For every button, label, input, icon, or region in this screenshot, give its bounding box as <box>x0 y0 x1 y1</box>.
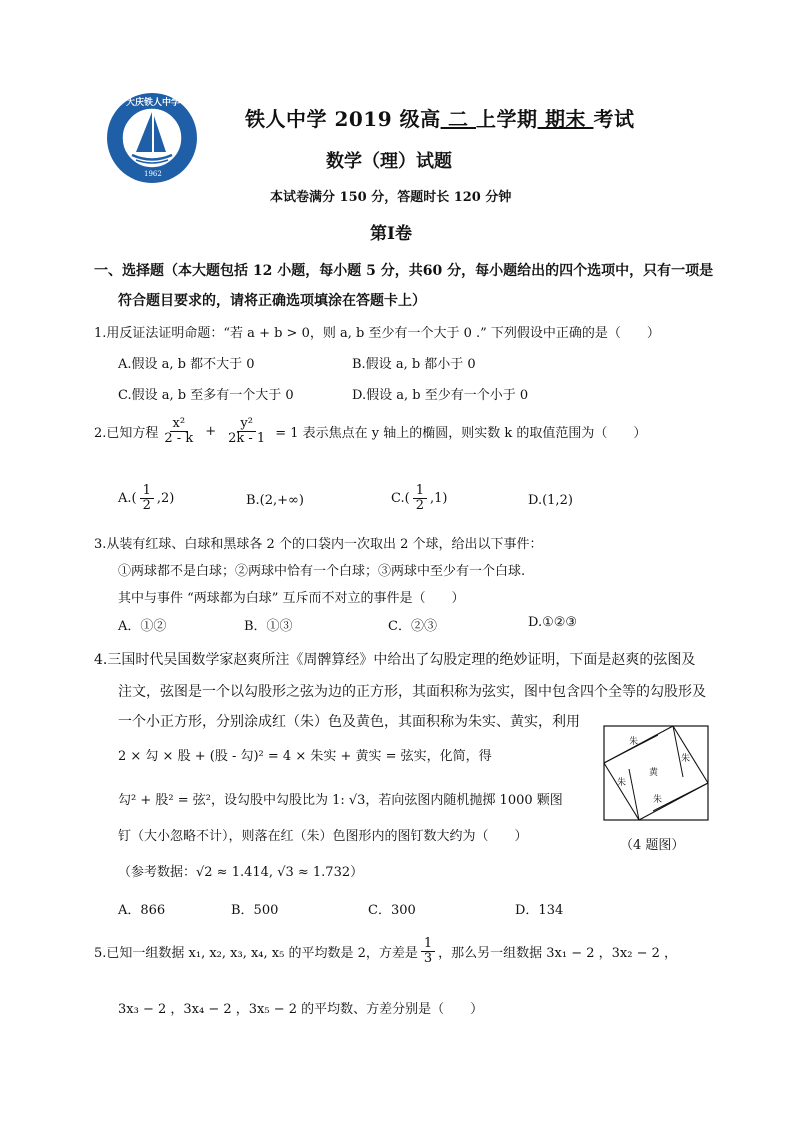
q2-fraction-x <box>161 417 196 445</box>
q4-line5: 勾² + 股² = 弦²，设勾股中勾股比为 1: √3，若向弦图内随机抛掷 1000 颗图 <box>118 793 563 808</box>
q4-option-d: D．134 <box>515 903 564 918</box>
q5-variance-fraction <box>421 937 435 965</box>
q2-a-num: 1 <box>140 484 154 499</box>
logo-year: 1962 <box>144 170 162 178</box>
q2-c-num: 1 <box>413 484 427 499</box>
school-logo <box>106 92 198 184</box>
title-term: 期末 <box>537 107 594 131</box>
volume-heading: 第Ⅰ卷 <box>370 224 412 244</box>
title-grade: 二 <box>440 107 477 131</box>
q5-line1-pre: 5.已知一组数据 x₁, x₂, x₃, x₄, x₅ 的平均数是 2，方差是 <box>94 945 418 961</box>
q2-f1-num: x² <box>170 417 189 432</box>
q2-a-fraction <box>140 484 154 512</box>
section-heading-line2: 符合题目要求的，请将正确选项填涂在答题卡上） <box>118 293 426 309</box>
q2-c-post: ,1) <box>429 490 448 506</box>
q1-option-d: D.假设 a, b 至少有一个小于 0 <box>352 388 529 403</box>
q2-f2-den: 2k - 1 <box>228 430 266 446</box>
q2-stem <box>94 417 646 445</box>
logo-top-text: 大庆铁人中学 <box>126 98 181 108</box>
q1-option-c: C.假设 a, b 至多有一个大于 0 <box>118 388 294 403</box>
fig-label-zhu-bottom: 朱 <box>653 795 663 805</box>
q4-line4: 2 × 勾 × 股 + (股 - 勾)² = 4 × 朱实 + 黄实 = 弦实，化简，得 <box>118 749 492 764</box>
q2-c-den: 2 <box>415 497 424 513</box>
q5-var-den: 3 <box>423 950 433 966</box>
q4-line1: 4.三国时代吴国数学家赵爽所注《周髀算经》中给出了勾股定理的绝妙证明，下面是赵爽的弦图及 <box>94 652 696 668</box>
q3-option-b: B．①③ <box>244 619 293 634</box>
q5-line1-post: ，那么另一组数据 3x₁ − 2 ，3x₂ − 2 ， <box>438 945 678 961</box>
q2-a-pre: A.( <box>118 490 137 506</box>
q3-option-a: A．①② <box>118 619 167 634</box>
q4-line7: （参考数据：√2 ≈ 1.414, √3 ≈ 1.732） <box>118 865 364 880</box>
q3-option-d: D.①②③ <box>528 615 578 630</box>
fig-label-zhu-left: 朱 <box>617 778 627 788</box>
q4-option-c: C．300 <box>368 903 416 918</box>
q5-line1 <box>94 937 677 965</box>
q2-c-pre: C.( <box>391 490 410 506</box>
q3-stem: 3.从装有红球、白球和黑球各 2 个的口袋内一次取出 2 个球，给出以下事件： <box>94 537 543 552</box>
q2-option-b: B.(2,+∞) <box>246 493 304 508</box>
fig-label-zhu-right: 朱 <box>681 754 691 764</box>
q1-option-b: B.假设 a, b 都小于 0 <box>352 357 476 372</box>
q1-option-a: A.假设 a, b 都不大于 0 <box>118 357 255 372</box>
q1-stem: 1.用反证法证明命题：“若 a + b > 0，则 a, b 至少有一个大于 0 .” 下列假设中正确的是（ ） <box>94 326 660 341</box>
q2-suffix: = 1 表示焦点在 y 轴上的椭圆，则实数 k 的取值范围为（ ） <box>275 425 647 441</box>
exam-title <box>245 103 634 132</box>
q5-var-num: 1 <box>421 937 435 952</box>
q4-line6: 钉（大小忽略不计），则落在红（朱）色图形内的图钉数大约为（ ） <box>118 829 528 844</box>
q5-line2: 3x₃ − 2 ，3x₄ − 2 ，3x₅ − 2 的平均数、方差分别是（ ） <box>118 1002 484 1017</box>
exam-note: 本试卷满分 150 分，答题时长 120 分钟 <box>270 190 512 205</box>
section-heading-line1: 一、选择题（本大题包括 12 小题，每小题 5 分，共60 分，每小题给出的四个选项中，只有一项是 <box>94 263 714 279</box>
title-exam: 考试 <box>593 107 635 131</box>
q2-c-fraction <box>413 484 427 512</box>
exam-subtitle: 数学（理）试题 <box>326 151 452 172</box>
q2-f2-num: y² <box>237 417 256 432</box>
q2-option-a <box>118 484 174 512</box>
fig-label-huang: 黄 <box>649 768 659 778</box>
q2-f1-den: 2 - k <box>164 430 194 446</box>
title-semester: 上学期 <box>476 107 538 131</box>
q3-events: ①两球都不是白球；②两球中恰有一个白球；③两球中至少有一个白球. <box>118 564 526 579</box>
q2-a-post: ,2) <box>156 490 175 506</box>
fig-caption: （4 题图） <box>620 838 685 853</box>
q3-question: 其中与事件 “两球都为白球” 互斥而不对立的事件是（ ） <box>118 591 465 606</box>
zhao-shuang-diagram <box>603 725 709 821</box>
q2-option-d: D.(1,2) <box>528 493 573 508</box>
q2-prefix: 2.已知方程 <box>94 425 159 441</box>
q2-a-den: 2 <box>142 497 151 513</box>
q2-fraction-y <box>225 417 268 445</box>
fig-label-zhu-top: 朱 <box>629 737 639 747</box>
q2-plus: + <box>205 423 217 439</box>
title-school: 铁人中学 2019 级高 <box>245 107 441 131</box>
q4-option-b: B．500 <box>231 903 279 918</box>
q4-line2: 注文，弦图是一个以勾股形之弦为边的正方形，其面积称为弦实，图中包含四个全等的勾股形及 <box>118 684 706 700</box>
q3-option-c: C．②③ <box>388 619 437 634</box>
q2-option-c <box>391 484 447 512</box>
q4-line3: 一个小正方形，分别涂成红（朱）色及黄色，其面积称为朱实、黄实，利用 <box>118 714 580 730</box>
q4-option-a: A．866 <box>118 903 166 918</box>
